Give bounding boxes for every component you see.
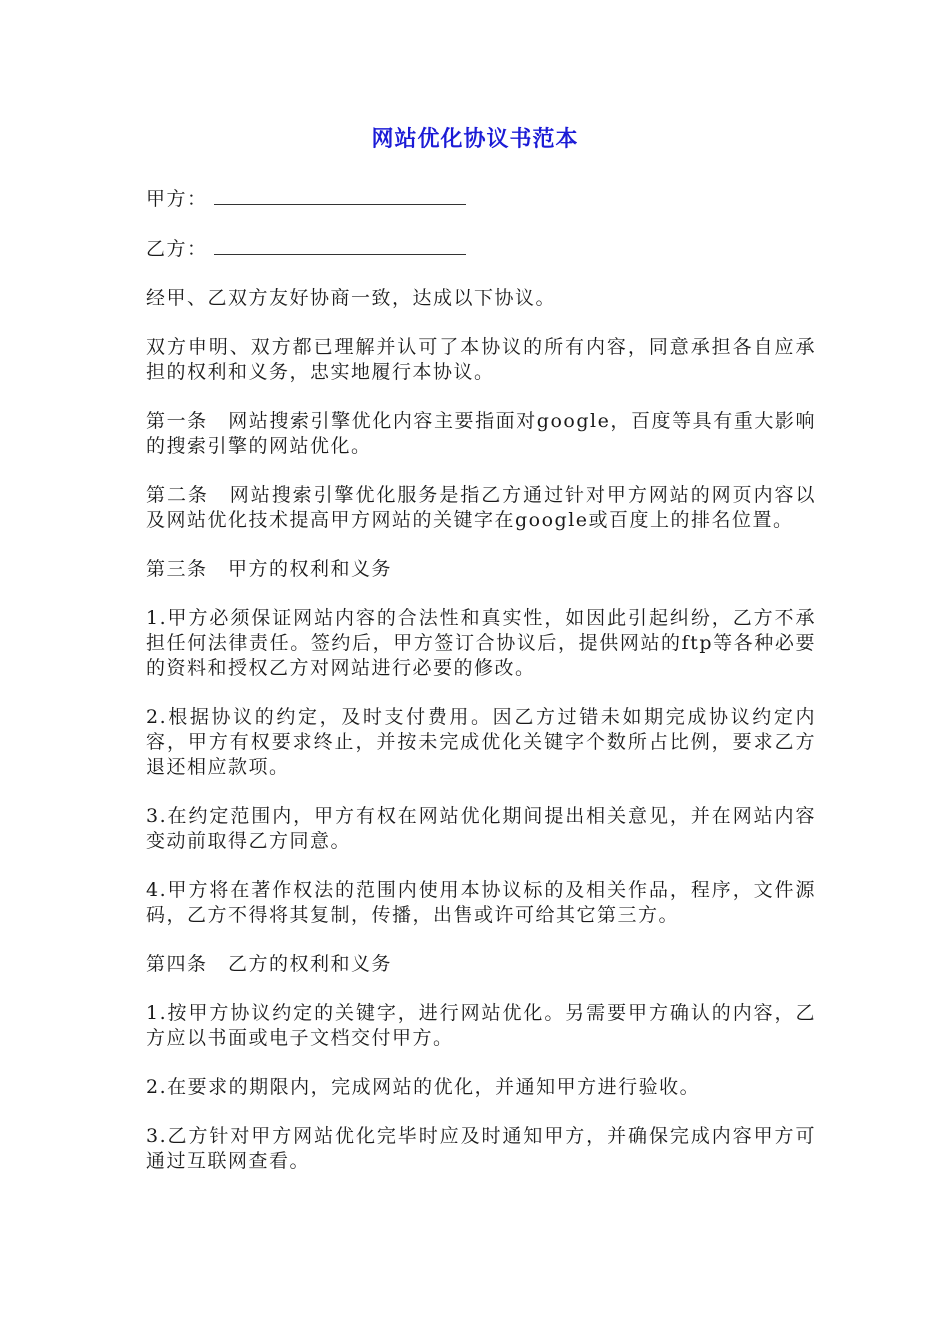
party-b-label: 乙方：: [146, 238, 208, 260]
document-body: [146, 186, 816, 1198]
article-3-item-3: 3.在约定范围内，甲方有权在网站优化期间提出相关意见，并在网站内容变动前取得乙方同意。: [146, 805, 816, 852]
article-3-heading: 第三条 甲方的权利和义务: [146, 558, 393, 580]
article-3-item-1: 1.甲方必须保证网站内容的合法性和真实性，如因此引起纠纷，乙方不承担任何法律责任。签约后，甲方签订合协议后，提供网站的ftp等各种必要的资料和授权乙方对网站进行必要的修改。: [146, 607, 816, 679]
party-a-label: 甲方：: [146, 188, 208, 210]
article-3-item-4: 4.甲方将在著作权法的范围内使用本协议标的及相关作品，程序，文件源码，乙方不得将其复制，传播，出售或许可给其它第三方。: [146, 879, 816, 926]
party-b-line: [146, 236, 816, 262]
article-4-item-2: 2.在要求的期限内，完成网站的优化，并通知甲方进行验收。: [146, 1076, 701, 1098]
article-1: 第一条 网站搜索引擎优化内容主要指面对google，百度等具有重大影响的搜索引擎的网站优化。: [146, 410, 816, 457]
article-2: 第二条 网站搜索引擎优化服务是指乙方通过针对甲方网站的网页内容以及网站优化技术提高甲方网站的关键字在google或百度上的排名位置。: [146, 484, 816, 531]
paragraph-declaration: 双方申明、双方都已理解并认可了本协议的所有内容，同意承担各自应承担的权利和义务，忠实地履行本协议。: [146, 336, 816, 383]
party-a-blank: [214, 186, 466, 205]
party-a-line: [146, 186, 816, 212]
party-b-blank: [214, 236, 466, 255]
article-3-item-2: 2.根据协议的约定，及时支付费用。因乙方过错未如期完成协议约定内容，甲方有权要求终止，并按未完成优化关键字个数所占比例，要求乙方退还相应款项。: [146, 706, 816, 778]
paragraph-intro: 经甲、乙双方友好协商一致，达成以下协议。: [146, 287, 557, 309]
article-4-heading: 第四条 乙方的权利和义务: [146, 953, 393, 975]
document-title: 网站优化协议书范本: [371, 127, 579, 152]
article-4-item-1: 1.按甲方协议约定的关键字，进行网站优化。另需要甲方确认的内容，乙方应以书面或电子文档交付甲方。: [146, 1002, 816, 1049]
article-4-item-3: 3.乙方针对甲方网站优化完毕时应及时通知甲方，并确保完成内容甲方可通过互联网查看。: [146, 1125, 816, 1172]
